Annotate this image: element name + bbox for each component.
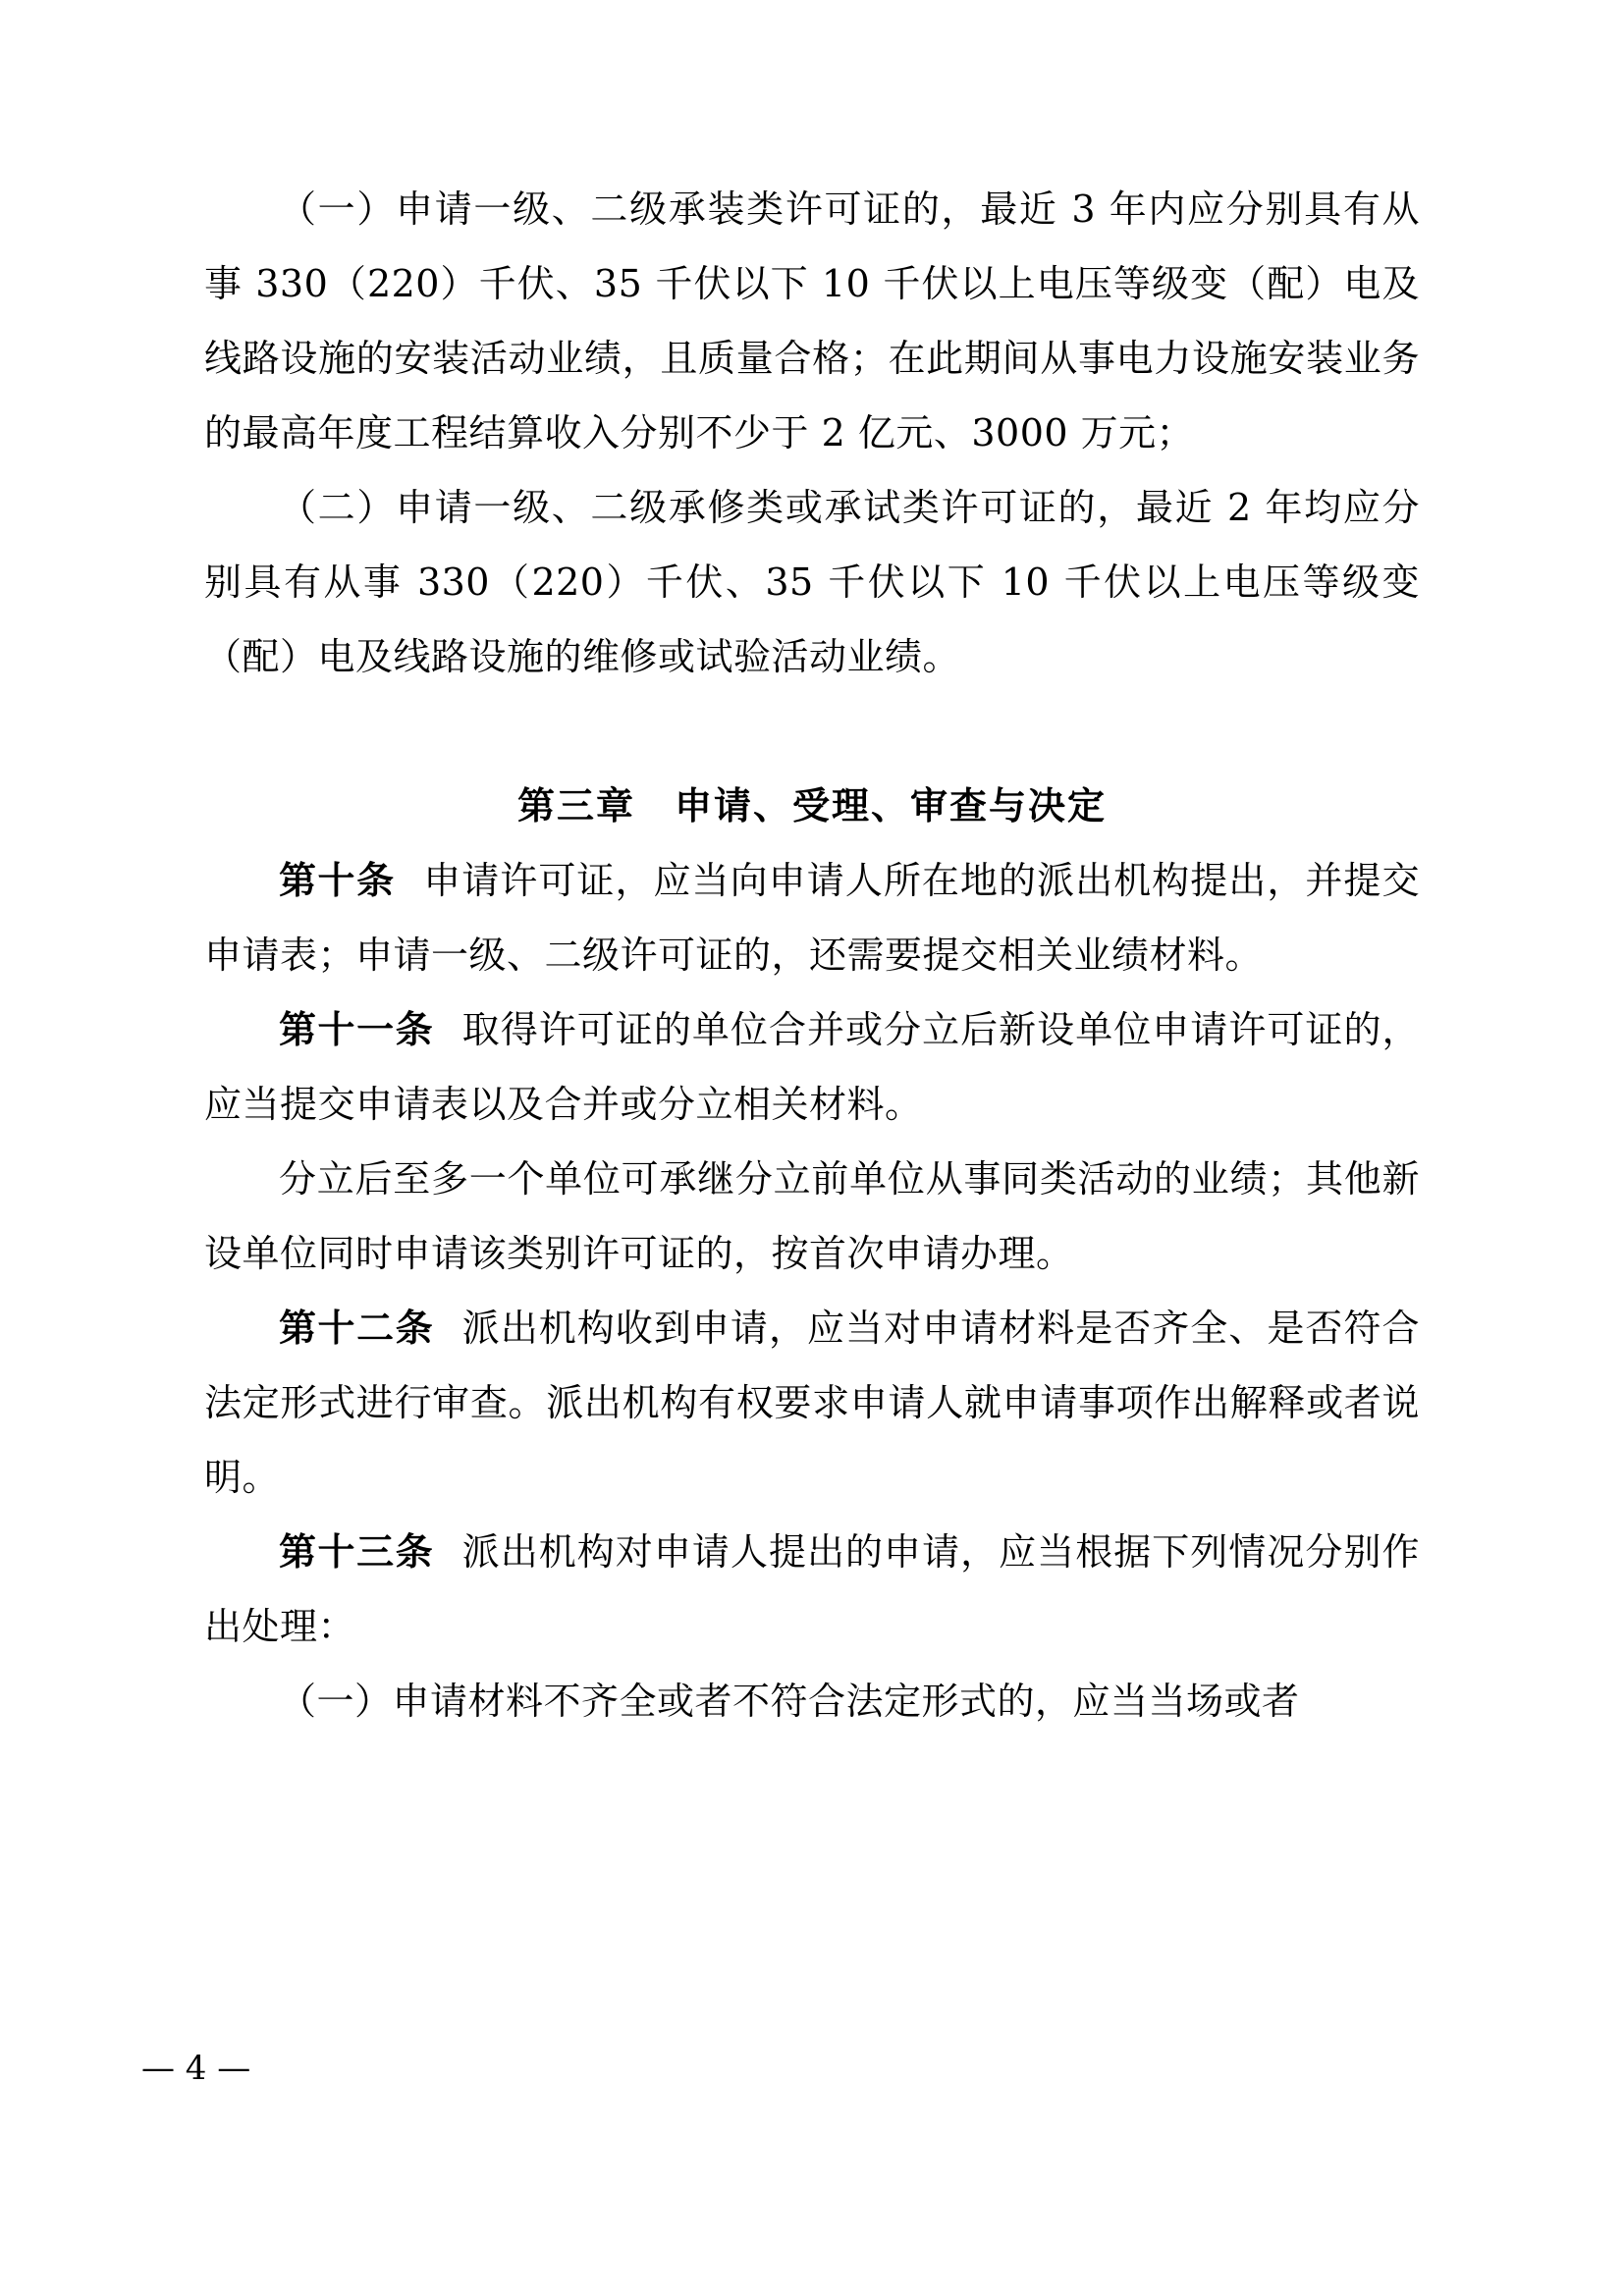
article-11 xyxy=(204,992,1420,1142)
article-10-label: 第十条 xyxy=(279,858,396,902)
article-12-label: 第十二条 xyxy=(279,1306,435,1350)
chapter-heading: 第三章 申请、受理、审查与决定 xyxy=(516,783,1107,828)
article-10-text: 申请许可证，应当向申请人所在地的派出机构提出，并提交申请表；申请一级、二级许可证的，还需要提交相关业绩材料。 xyxy=(204,859,1420,977)
article-11-text: 取得许可证的单位合并或分立后新设单位申请许可证的，应当提交申请表以及合并或分立相关材料。 xyxy=(204,1008,1420,1126)
document-content xyxy=(204,172,1420,1738)
section-spacer xyxy=(204,694,1420,769)
article-13-text: 派出机构对申请人提出的申请，应当根据下列情况分别作出处理： xyxy=(204,1530,1420,1648)
page-number: — 4 — xyxy=(141,2049,251,2088)
article-11-label: 第十一条 xyxy=(279,1007,435,1051)
page-footer xyxy=(141,2047,1483,2090)
article-12-text: 派出机构收到申请，应当对申请材料是否齐全、是否符合法定形式进行审查。派出机构有权要求申请人就申请事项作出解释或者说明。 xyxy=(204,1307,1420,1499)
article-12 xyxy=(204,1291,1420,1515)
article-10 xyxy=(204,843,1420,992)
article-13-label: 第十三条 xyxy=(279,1529,435,1574)
paragraph-clause-1: （一）申请一级、二级承装类许可证的，最近 3 年内应分别具有从事 330（220）千伏、35 千伏以下 10 千伏以上电压等级变（配）电及线路设施的安装活动业绩，且质量合格；在此期间从事电力设施安装业务的最高年度工程结算收入分别不少于 2 亿元、3000 万元； xyxy=(204,187,1420,454)
article-13 xyxy=(204,1515,1420,1664)
paragraph-clause-2: （二）申请一级、二级承修类或承试类许可证的，最近 2 年均应分别具有从事 330（220）千伏、35 千伏以下 10 千伏以上电压等级变（配）电及线路设施的维修或试验活动业绩。 xyxy=(204,486,1420,678)
paragraph-split-succession: 分立后至多一个单位可承继分立前单位从事同类活动的业绩；其他新设单位同时申请该类别许可证的，按首次申请办理。 xyxy=(204,1157,1420,1275)
paragraph-clause-13-1: （一）申请材料不齐全或者不符合法定形式的，应当当场或者 xyxy=(279,1680,1300,1723)
